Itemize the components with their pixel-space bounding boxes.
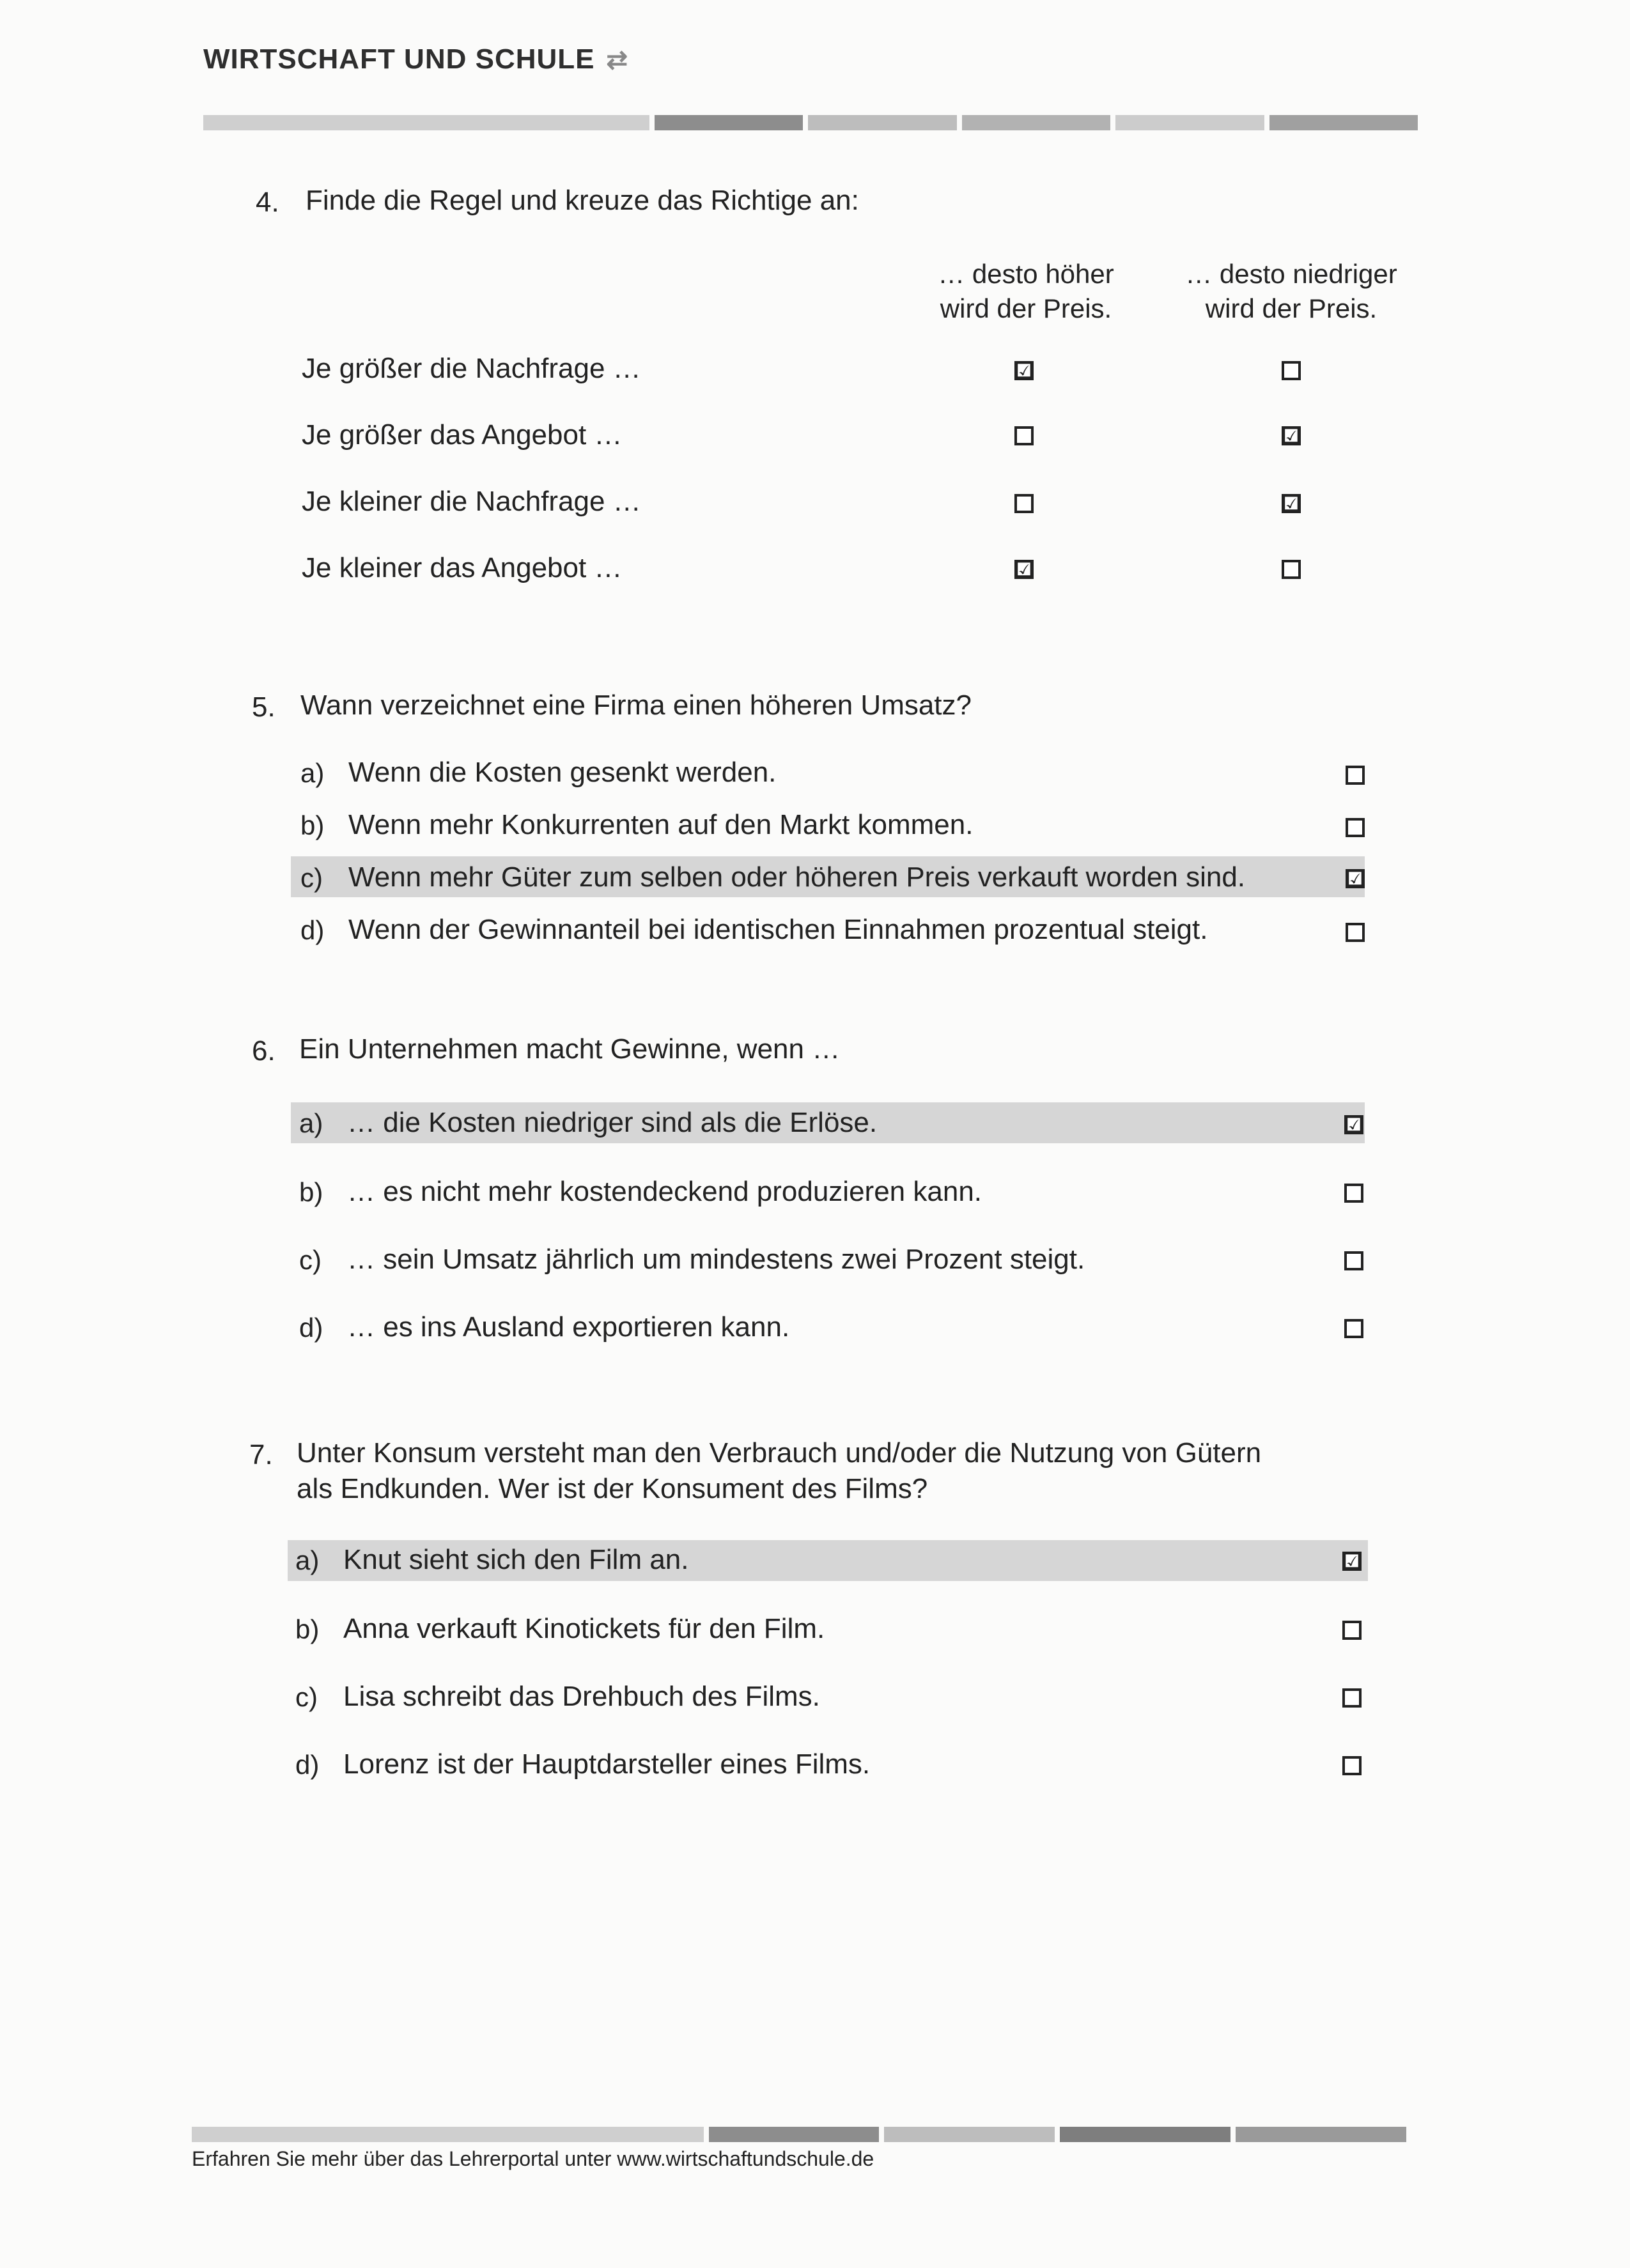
q6-text: Ein Unternehmen macht Gewinne, wenn … xyxy=(299,1033,841,1065)
q5-option-letter: c) xyxy=(300,863,323,893)
q5-option-letter: d) xyxy=(300,915,325,945)
brand-name: WIRTSCHAFT UND SCHULE xyxy=(203,43,595,75)
q6-option-c-checkbox[interactable] xyxy=(1344,1251,1363,1270)
q5-option-d-checkbox[interactable] xyxy=(1346,923,1365,942)
double-arrow-icon: ⇄ xyxy=(606,46,629,74)
q4-col-higher-header xyxy=(895,257,1157,326)
q5-option-text: Wenn mehr Güter zum selben oder höheren Preis verkauft worden sind. xyxy=(348,861,1246,893)
q4-col-higher-line1: … desto höher xyxy=(938,259,1114,289)
q6-option-text: … sein Umsatz jährlich um mindestens zwei Prozent steigt. xyxy=(347,1244,1085,1275)
q7-option-text: Lisa schreibt das Drehbuch des Films. xyxy=(343,1681,820,1712)
q7-text-line1: Unter Konsum versteht man den Verbrauch und/oder die Nutzung von Gütern xyxy=(297,1437,1262,1469)
q4-row3-higher-checkbox[interactable] xyxy=(1014,494,1034,513)
footer-bar-segment xyxy=(709,2127,880,2142)
q5-option-text: Wenn die Kosten gesenkt werden. xyxy=(348,757,777,788)
q7-option-text: Knut sieht sich den Film an. xyxy=(343,1544,689,1575)
header-bar-segment xyxy=(808,115,957,130)
q7-option-b-checkbox[interactable] xyxy=(1342,1621,1362,1640)
q6-option-d-checkbox[interactable] xyxy=(1344,1319,1363,1338)
q5-option-text: Wenn mehr Konkurrenten auf den Markt kommen. xyxy=(348,809,974,840)
q6-option-a-checkbox[interactable]: ☑ xyxy=(1344,1113,1363,1136)
q4-col-lower-line2: wird der Preis. xyxy=(1205,293,1378,323)
q5-number: 5. xyxy=(252,691,276,723)
q5-option-a-checkbox[interactable] xyxy=(1346,766,1365,785)
q4-row3-lower-checkbox[interactable]: ☑ xyxy=(1282,492,1301,515)
q4-row-label: Je kleiner das Angebot … xyxy=(302,552,623,583)
q7-option-letter: b) xyxy=(295,1614,320,1644)
q7-option-d-checkbox[interactable] xyxy=(1342,1756,1362,1775)
q7-text xyxy=(297,1435,1261,1507)
q4-row1-lower-checkbox[interactable] xyxy=(1282,361,1301,380)
footer-bar-segment xyxy=(1236,2127,1406,2142)
footer-bar-segment xyxy=(1060,2127,1230,2142)
q7-option-c-checkbox[interactable] xyxy=(1342,1688,1362,1708)
header-bar xyxy=(203,115,1418,130)
q6-option-letter: a) xyxy=(299,1108,323,1138)
header-bar-segment xyxy=(203,115,649,130)
q4-row-label: Je größer das Angebot … xyxy=(302,419,623,451)
q7-option-text: Lorenz ist der Hauptdarsteller eines Films. xyxy=(343,1748,871,1780)
q7-option-letter: c) xyxy=(295,1682,318,1712)
brand-title xyxy=(203,43,628,75)
q4-text: Finde die Regel und kreuze das Richtige an: xyxy=(306,185,859,216)
q5-option-letter: a) xyxy=(300,758,325,788)
q6-option-letter: c) xyxy=(299,1245,322,1275)
q6-option-b-checkbox[interactable] xyxy=(1344,1184,1363,1203)
q4-row2-higher-checkbox[interactable] xyxy=(1014,426,1034,445)
q6-option-letter: b) xyxy=(299,1177,323,1207)
q5-option-c-checkbox[interactable]: ☑ xyxy=(1346,867,1365,890)
q4-col-higher-line2: wird der Preis. xyxy=(940,293,1112,323)
q6-option-letter: d) xyxy=(299,1313,323,1343)
q4-row1-higher-checkbox[interactable]: ☑ xyxy=(1014,359,1034,382)
header-bar-segment xyxy=(1269,115,1418,130)
q4-col-lower-header xyxy=(1163,257,1419,326)
q6-option-text: … es ins Ausland exportieren kann. xyxy=(347,1311,790,1343)
q4-col-lower-line1: … desto niedriger xyxy=(1185,259,1397,289)
q6-option-text: … es nicht mehr kostendeckend produzieren kann. xyxy=(347,1176,982,1207)
q7-option-a-checkbox[interactable]: ☑ xyxy=(1342,1550,1362,1573)
footer-bar-segment xyxy=(884,2127,1055,2142)
q7-option-text: Anna verkauft Kinotickets für den Film. xyxy=(343,1613,825,1644)
footer-bar-segment xyxy=(192,2127,704,2142)
header-bar-segment xyxy=(962,115,1111,130)
q4-row4-lower-checkbox[interactable] xyxy=(1282,560,1301,579)
q4-row4-higher-checkbox[interactable]: ☑ xyxy=(1014,558,1034,581)
q5-option-letter: b) xyxy=(300,810,325,840)
q4-row-label: Je größer die Nachfrage … xyxy=(302,353,641,384)
q6-option-text: … die Kosten niedriger sind als die Erlöse. xyxy=(347,1107,878,1138)
q4-row2-lower-checkbox[interactable]: ☑ xyxy=(1282,424,1301,447)
header-bar-segment xyxy=(655,115,803,130)
q4-row-label: Je kleiner die Nachfrage … xyxy=(302,486,641,517)
q5-text: Wann verzeichnet eine Firma einen höheren Umsatz? xyxy=(300,690,972,721)
q7-option-letter: d) xyxy=(295,1750,320,1780)
q4-number: 4. xyxy=(256,187,279,218)
q7-number: 7. xyxy=(249,1439,273,1470)
q7-option-letter: a) xyxy=(295,1545,320,1575)
header-bar-segment xyxy=(1115,115,1264,130)
q6-number: 6. xyxy=(252,1035,276,1067)
q5-option-text: Wenn der Gewinnanteil bei identischen Einnahmen prozentual steigt. xyxy=(348,914,1208,945)
q5-option-b-checkbox[interactable] xyxy=(1346,818,1365,837)
footer-text: Erfahren Sie mehr über das Lehrerportal unter www.wirtschaftundschule.de xyxy=(192,2147,874,2170)
footer-bar xyxy=(192,2127,1406,2142)
q7-text-line2: als Endkunden. Wer ist der Konsument des Films? xyxy=(297,1473,928,1504)
